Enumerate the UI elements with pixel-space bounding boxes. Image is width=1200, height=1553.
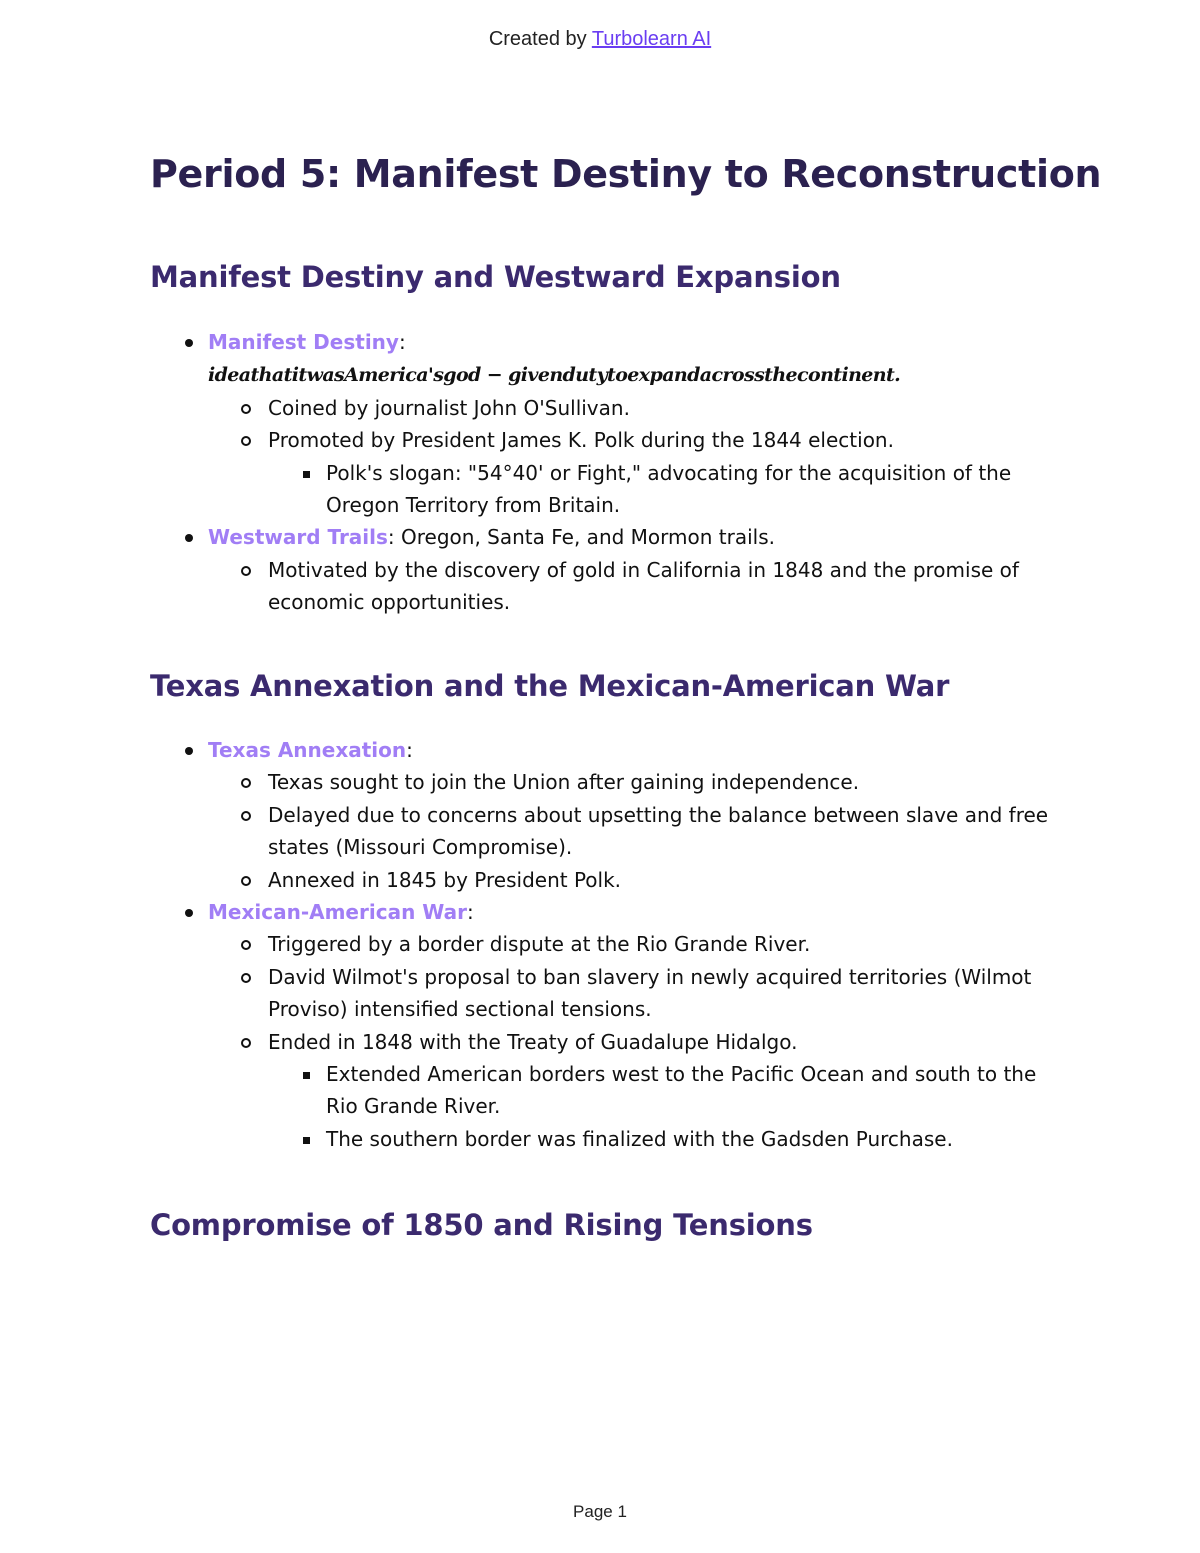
page-number: Page 1 bbox=[573, 1502, 627, 1521]
term-texas-annexation: Texas Annexation bbox=[208, 738, 407, 762]
bullet-circle-icon bbox=[241, 940, 251, 950]
page-footer bbox=[0, 1502, 1200, 1522]
list-item-text: Promoted by President James K. Polk during the 1844 election. bbox=[268, 428, 894, 453]
list-item-text: The southern border was finalized with the Gadsden Purchase. bbox=[326, 1126, 953, 1151]
list-item bbox=[150, 961, 1050, 1026]
bullet-circle-icon bbox=[241, 436, 251, 446]
bullet-square-icon bbox=[303, 471, 310, 478]
list-item bbox=[150, 392, 1050, 424]
term-manifest-destiny: Manifest Destiny bbox=[208, 330, 399, 354]
list-item bbox=[150, 424, 1050, 456]
bullet-circle-icon bbox=[241, 404, 251, 414]
list-item bbox=[150, 734, 1050, 766]
header-prefix: Created by bbox=[488, 28, 592, 50]
list-item-text: Coined by journalist John O'Sullivan. bbox=[268, 395, 630, 420]
bullet-disc-icon bbox=[185, 909, 193, 917]
list-item-text: Annexed in 1845 by President Polk. bbox=[268, 867, 622, 892]
term-colon: : bbox=[406, 738, 413, 762]
list-item bbox=[150, 799, 1050, 864]
term-westward-trails: Westward Trails bbox=[208, 525, 388, 550]
page-title: Period 5: Manifest Destiny to Reconstruction bbox=[150, 152, 1102, 196]
list-item-text: Delayed due to concerns about upsetting the balance between slave and free states (Missouri Compromise). bbox=[268, 802, 1049, 860]
list-item-text: Texas sought to join the Union after gaining independence. bbox=[268, 770, 860, 795]
list-item bbox=[150, 928, 1050, 960]
term-colon: : bbox=[398, 330, 406, 354]
list-item bbox=[150, 1123, 1050, 1155]
list-item-text: Extended American borders west to the Pacific Ocean and south to the Rio Grande River. bbox=[326, 1062, 1037, 1119]
bullet-circle-icon bbox=[241, 876, 251, 886]
list-item bbox=[150, 1058, 1050, 1123]
list-item bbox=[150, 457, 1050, 522]
bullet-circle-icon bbox=[241, 811, 251, 821]
list-item bbox=[150, 896, 1050, 928]
section-heading-texas-annexation: Texas Annexation and the Mexican-American War bbox=[150, 669, 950, 703]
manifest-destiny-list bbox=[150, 326, 1050, 619]
bullet-disc-icon bbox=[185, 534, 193, 542]
section-heading-manifest-destiny: Manifest Destiny and Westward Expansion bbox=[150, 260, 841, 294]
list-item-text: : Oregon, Santa Fe, and Mormon trails. bbox=[387, 525, 775, 550]
bullet-square-icon bbox=[303, 1137, 310, 1144]
page-header bbox=[0, 28, 1200, 51]
bullet-disc-icon bbox=[185, 339, 193, 347]
term-mexican-american-war: Mexican-American War bbox=[208, 900, 467, 925]
bullet-circle-icon bbox=[241, 973, 251, 983]
bullet-circle-icon bbox=[241, 1038, 251, 1048]
turbolearn-link[interactable]: Turbolearn AI bbox=[591, 28, 712, 50]
list-item bbox=[150, 766, 1050, 798]
list-item-text: Ended in 1848 with the Treaty of Guadalupe Hidalgo. bbox=[268, 1029, 798, 1054]
list-item-text: Motivated by the discovery of gold in California in 1848 and the promise of economic opportunities. bbox=[268, 557, 1019, 615]
bullet-circle-icon bbox=[241, 566, 251, 576]
list-item bbox=[150, 1026, 1050, 1058]
bullet-disc-icon bbox=[185, 747, 193, 755]
term-colon: : bbox=[466, 900, 474, 925]
section-heading-compromise-1850: Compromise of 1850 and Rising Tensions bbox=[150, 1208, 813, 1242]
list-item bbox=[150, 554, 1050, 619]
bullet-circle-icon bbox=[241, 778, 251, 788]
list-item-text: Polk's slogan: "54°40' or Fight," advocating for the acquisition of the Oregon Territory from Britain. bbox=[326, 460, 1012, 518]
list-item bbox=[150, 521, 1050, 553]
texas-annexation-list bbox=[150, 734, 1050, 1155]
list-item-text: David Wilmot's proposal to ban slavery in newly acquired territories (Wilmot Proviso) intensified sectional tensions. bbox=[268, 964, 1032, 1022]
list-item bbox=[150, 864, 1050, 896]
bullet-square-icon bbox=[303, 1072, 310, 1079]
list-item bbox=[150, 326, 1050, 392]
list-item-text: Triggered by a border dispute at the Rio Grande River. bbox=[268, 932, 811, 957]
math-definition: ideathatitwasAmerica'sgod − givendutytoexpandacrossthecontinent. bbox=[208, 364, 901, 387]
